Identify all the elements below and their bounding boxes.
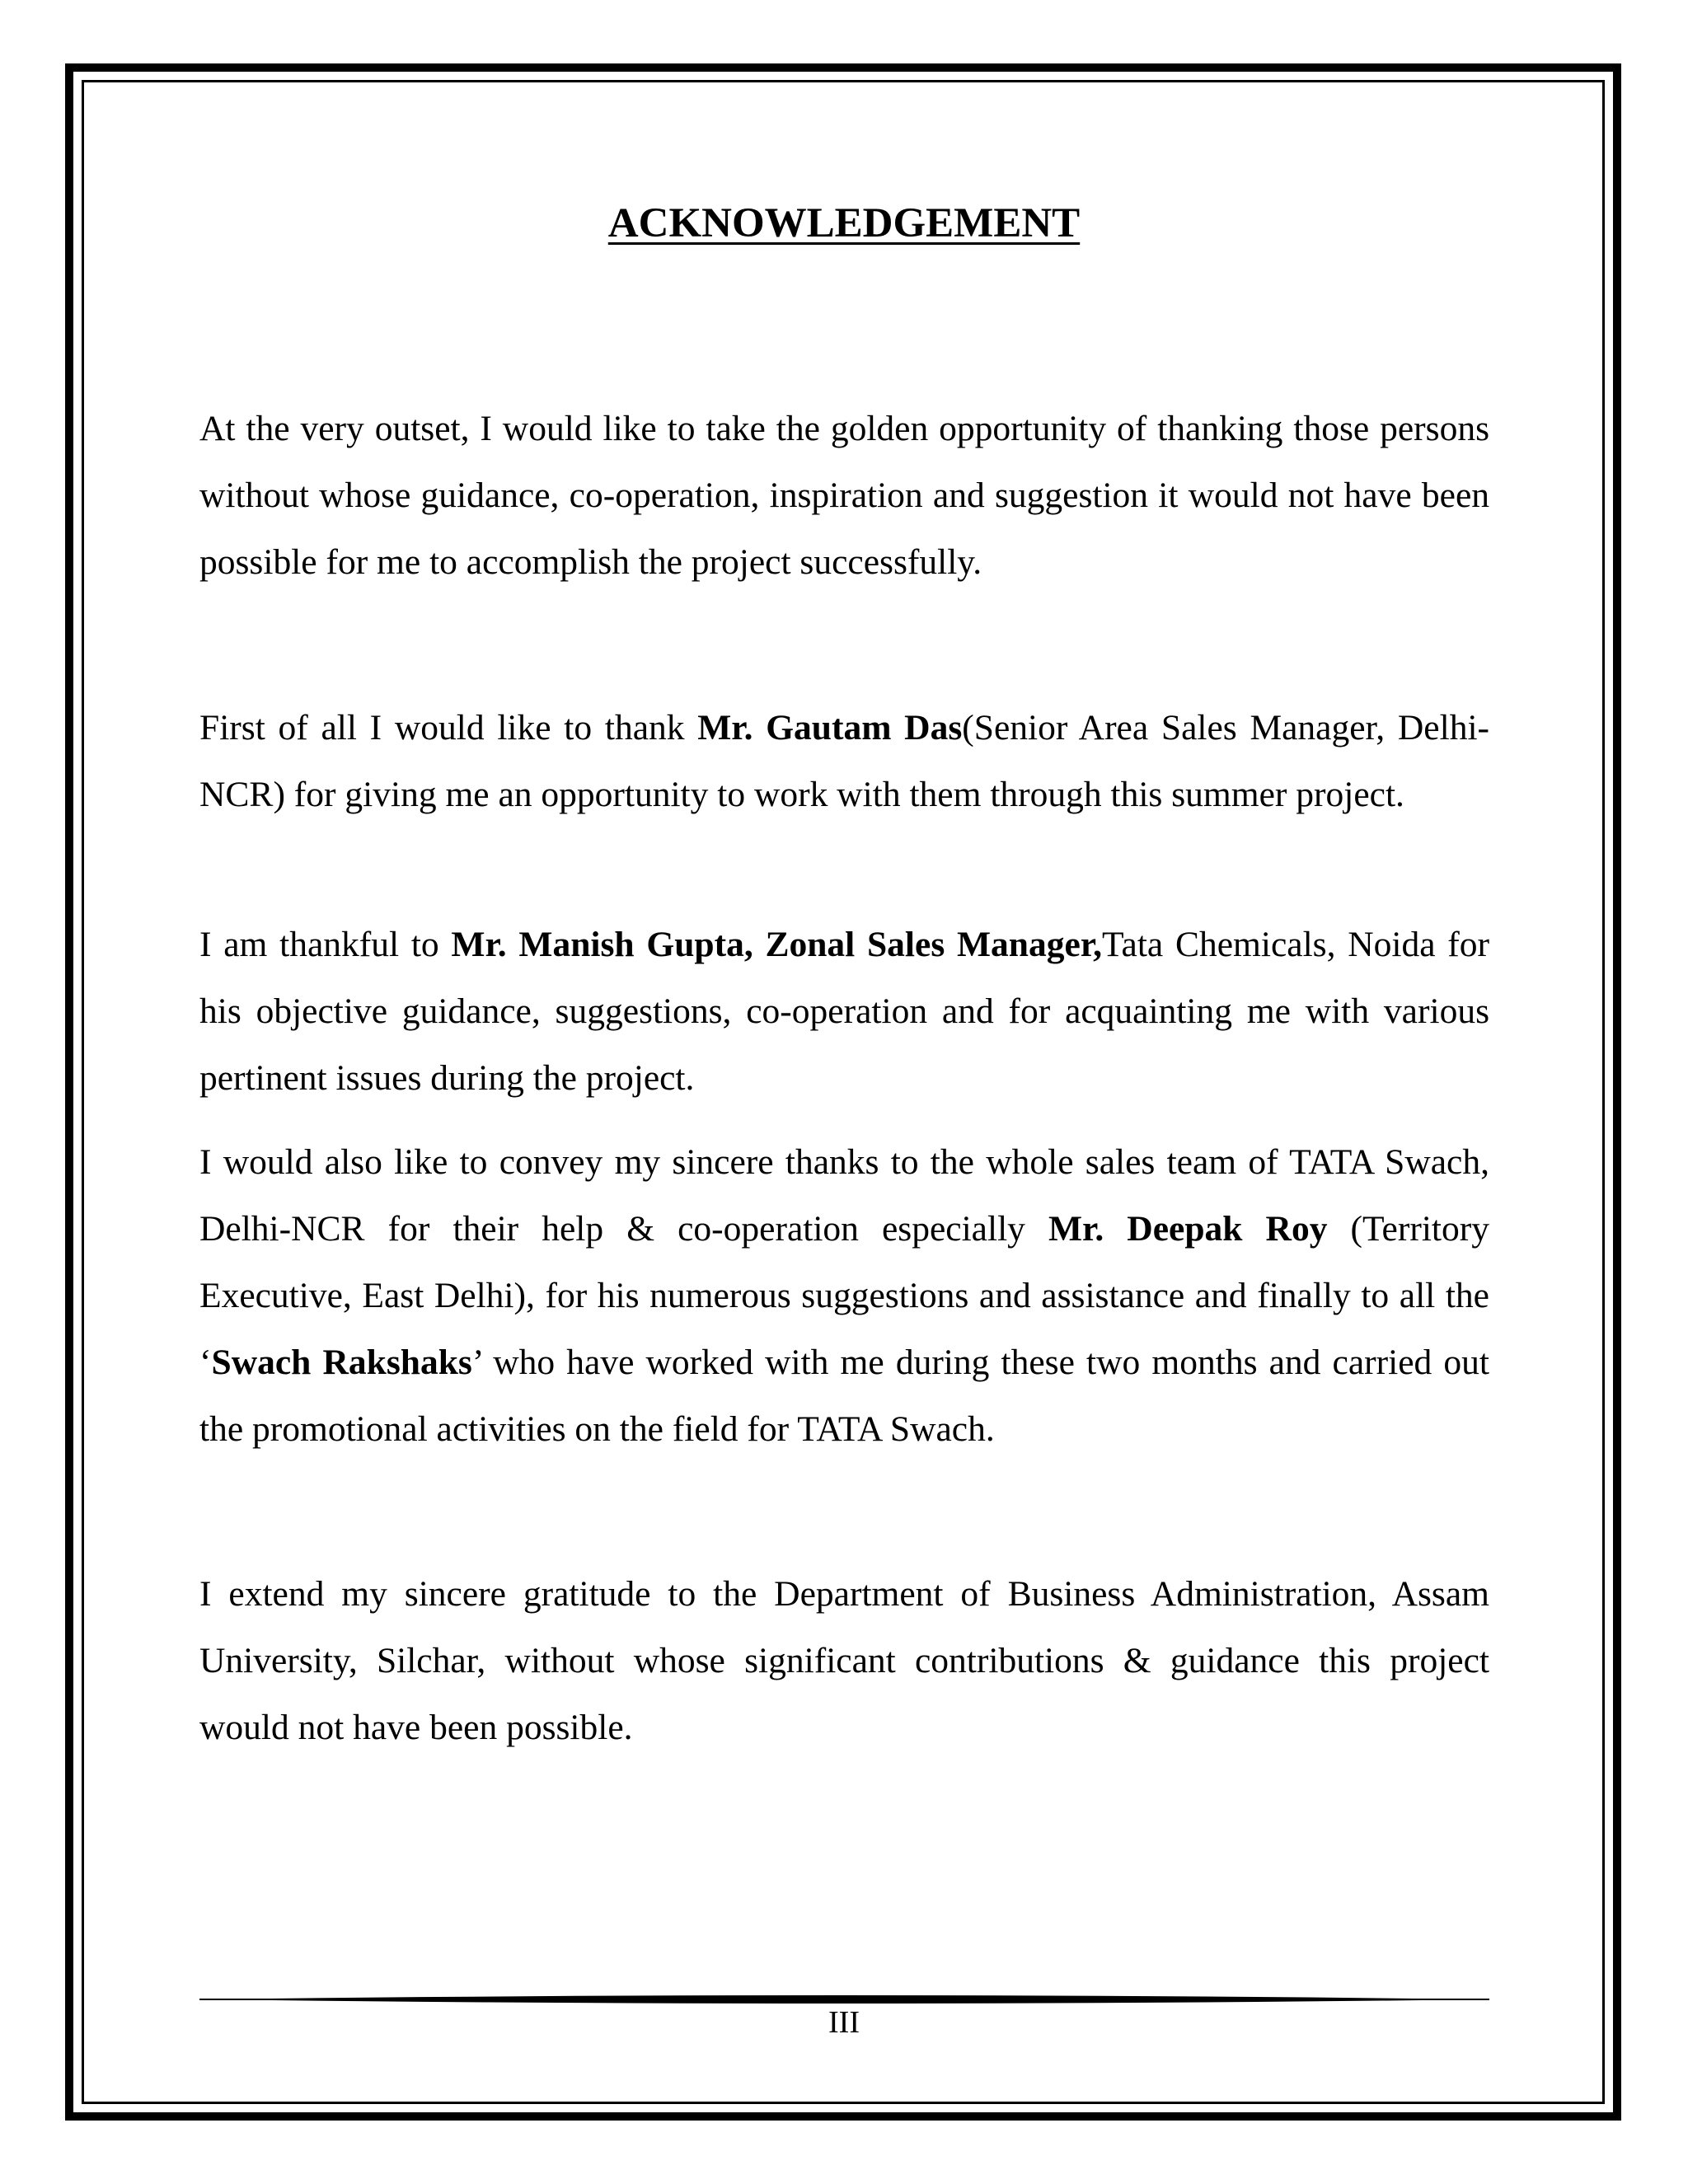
paragraph-text: First of all I would like to thank [199, 708, 698, 748]
page-number: III [828, 2005, 860, 2040]
paragraph-thanks-sales-team [199, 1129, 1489, 1463]
paragraph-text: (Senior Area Sales Manager, Delhi-NCR) for giving me an opportunity to work with them through this summer project. [199, 708, 1490, 814]
person-name-gautam-das: Mr. Gautam Das [697, 708, 963, 748]
paragraph-text: ’ who have worked with me during these two months and carried out the promotional activities on the field for TATA Swach. [199, 1343, 1489, 1449]
paragraph-opening [199, 396, 1489, 596]
paragraph-closing-text: I extend my sincere gratitude to the Department of Business Administration, Assam University, Silchar, without whose significant contributions & guidance this project would not have been possible. [199, 1574, 1489, 1747]
paragraph-text: I would also like to convey my sincere thanks to the whole sales team of TATA Swach, Delhi-NCR for their help & co-operation especially [199, 1142, 1489, 1249]
paragraph-thanks-manager [199, 695, 1489, 828]
paragraph-thanks-department [199, 1561, 1489, 1761]
group-name-swach-rakshaks: Swach Rakshaks [211, 1343, 472, 1382]
paragraph-text: Tata Chemicals, Noida for his objective guidance, suggestions, co-operation and for acquainting me with various pertinent issues during the project. [199, 925, 1489, 1098]
paragraph-text: I am thankful to [199, 925, 452, 964]
page-title-text: ACKNOWLEDGEMENT [607, 200, 1081, 246]
paragraph-thanks-zonal-manager [199, 912, 1489, 1112]
person-name-deepak-roy: Mr. Deepak Roy [1048, 1209, 1328, 1249]
person-name-manish-gupta: Mr. Manish Gupta, Zonal Sales Manager, [451, 925, 1102, 964]
paragraph-text: (Territory Executive, East Delhi), for his numerous suggestions and assistance and finally to all the ‘ [199, 1209, 1489, 1382]
page-title [0, 199, 1688, 247]
paragraph-opening-text: At the very outset, I would like to take the golden opportunity of thanking those persons without whose guidance, co-operation, inspiration and suggestion it would not have been possible for me to accomplish the project successfully. [199, 409, 1489, 582]
